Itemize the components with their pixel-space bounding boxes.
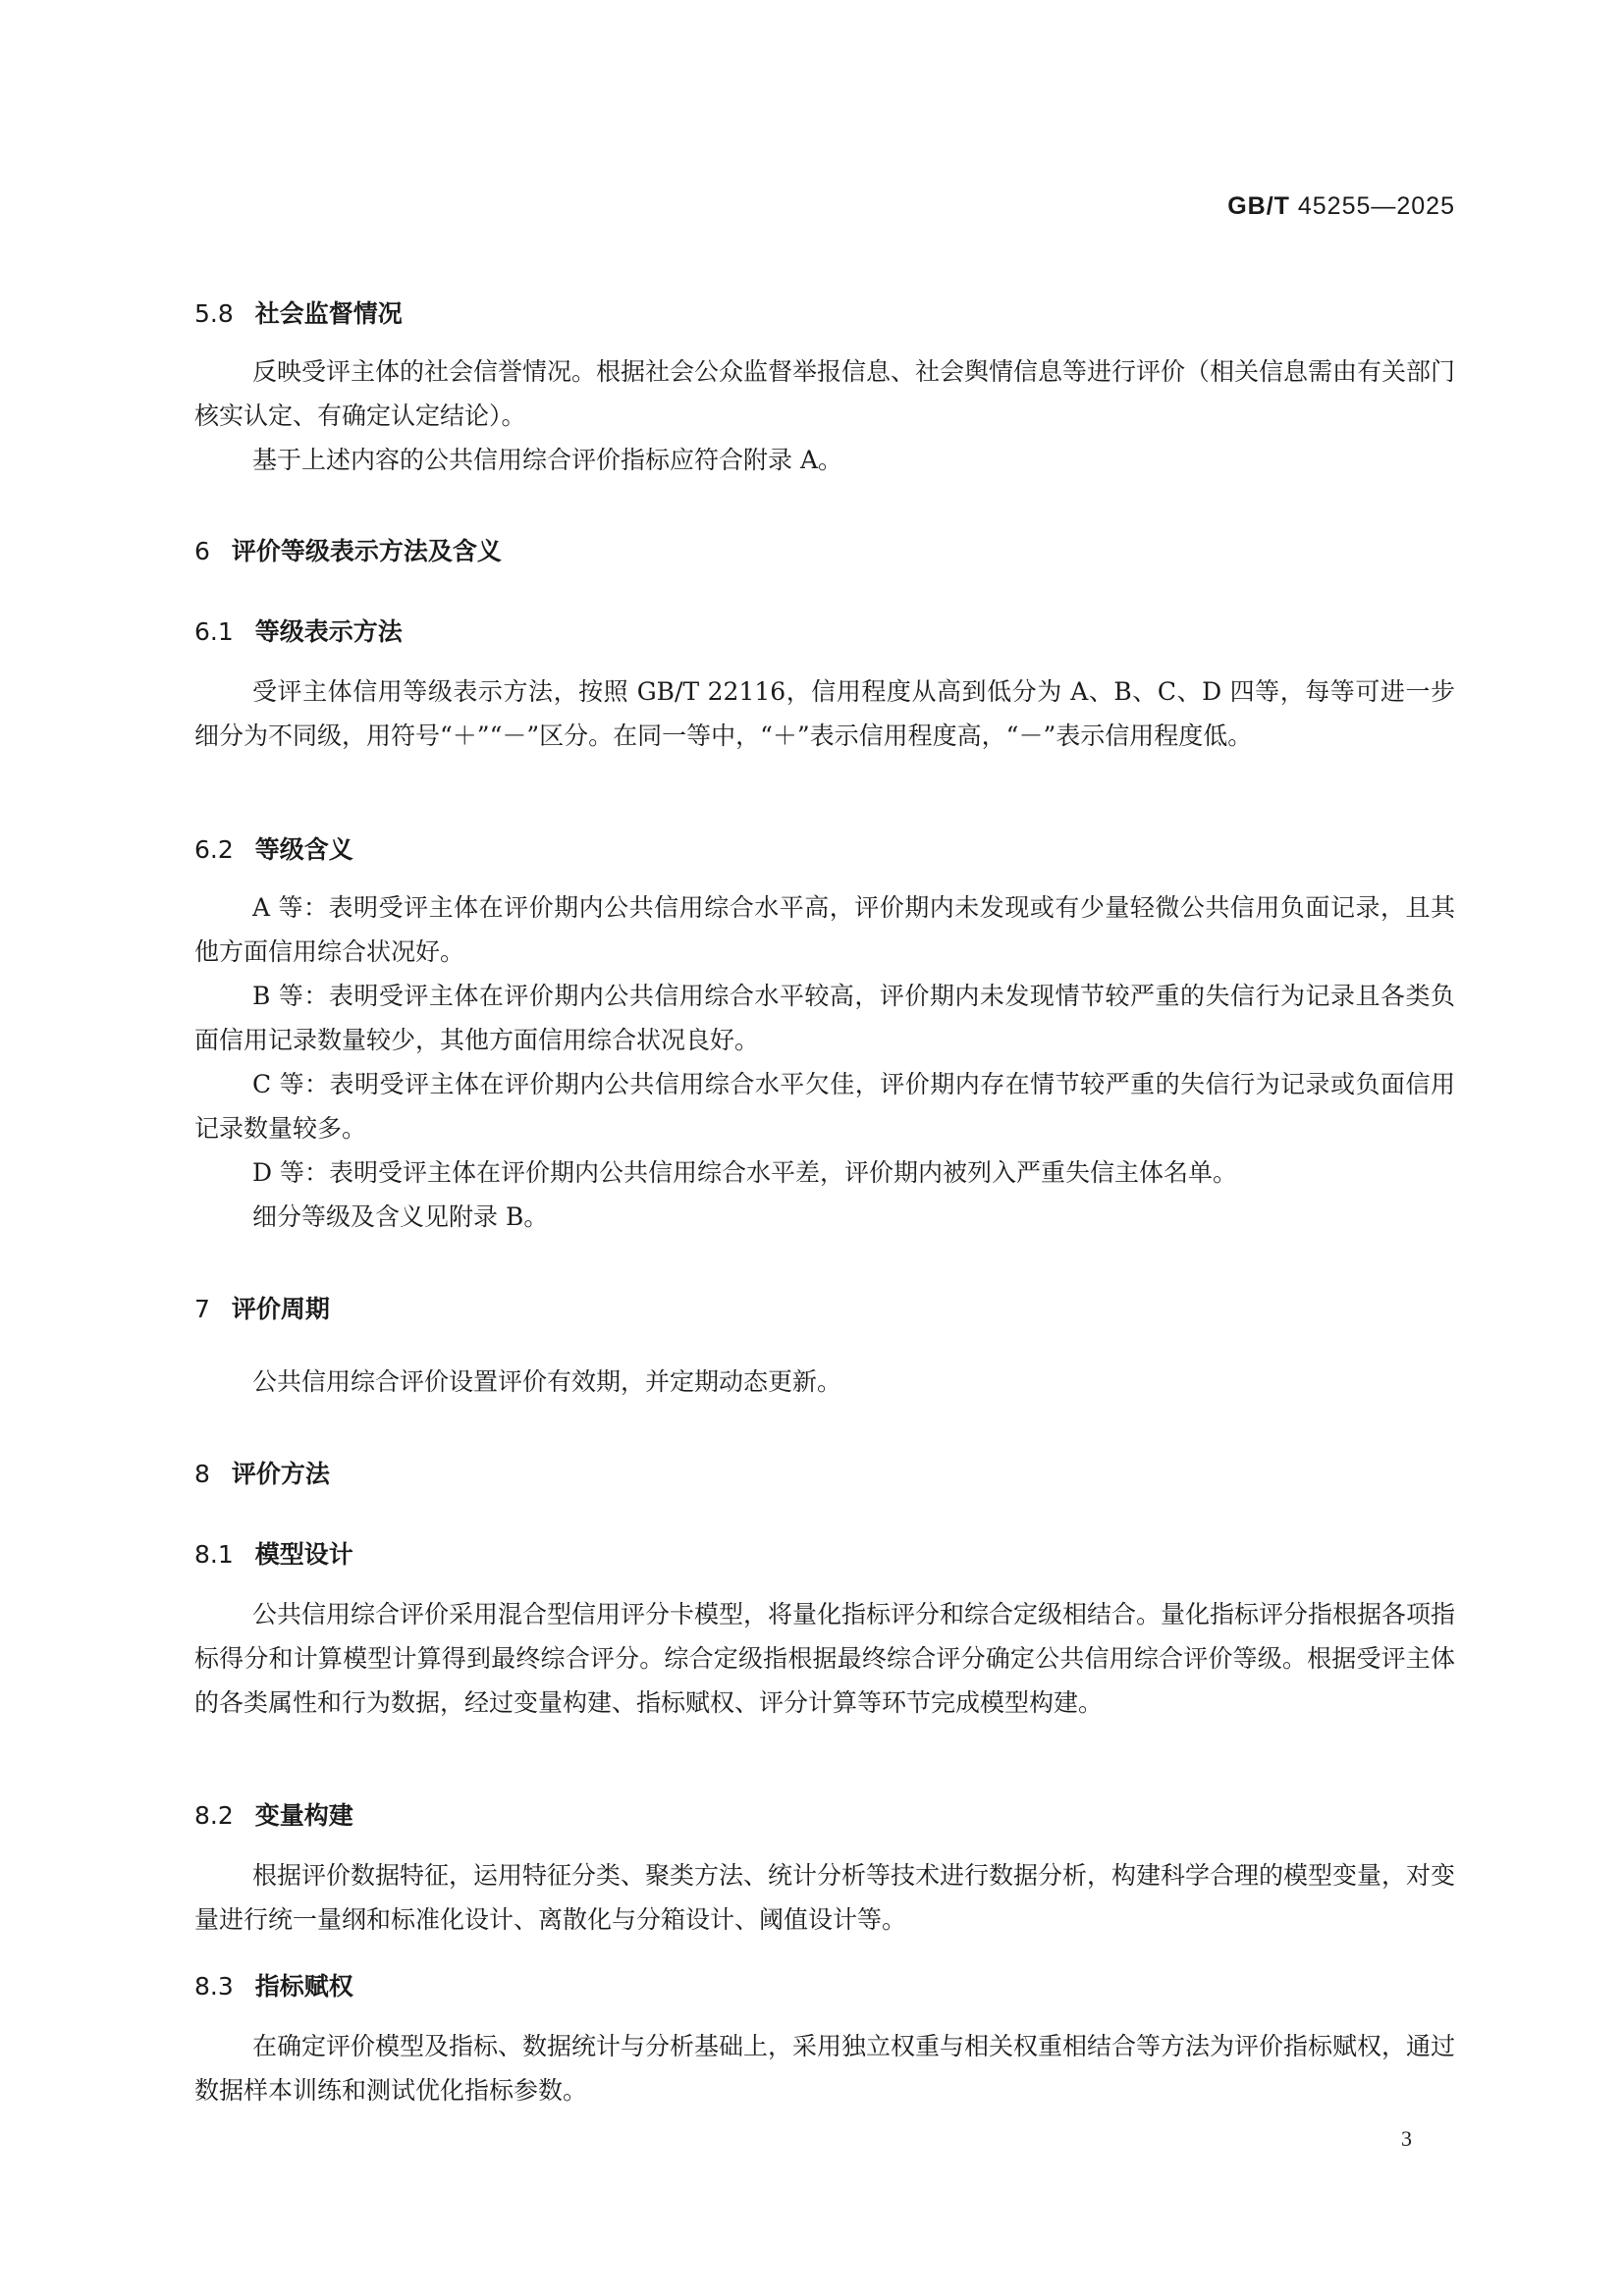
paragraph-6-2-3: C 等：表明受评主体在评价期内公共信用综合水平欠佳，评价期内存在情节较严重的失信行为记录或负面信用记录数量较多。 bbox=[194, 1070, 1455, 1143]
page-number: 3 bbox=[1401, 2126, 1412, 2151]
standard-code: GB/T 45255—2025 bbox=[1227, 192, 1455, 220]
paragraph-8-2-1: 根据评价数据特征，运用特征分类、聚类方法、统计分析等技术进行数据分析，构建科学合理的模型变量，对变量进行统一量纲和标准化设计、离散化与分箱设计、阈值设计等。 bbox=[194, 1861, 1456, 1934]
paragraph-5-8-2: 基于上述内容的公共信用综合评价指标应符合附录 A。 bbox=[252, 446, 843, 474]
heading-8-2: 8.2 变量构建 bbox=[194, 1801, 353, 1830]
paragraph-8-3-1: 在确定评价模型及指标、数据统计与分析基础上，采用独立权重与相关权重相结合等方法为评价指标赋权，通过数据样本训练和测试优化指标参数。 bbox=[194, 2032, 1456, 2105]
heading-5-8: 5.8 社会监督情况 bbox=[194, 299, 403, 328]
heading-8: 8 评价方法 bbox=[194, 1460, 330, 1488]
paragraph-6-2-4: D 等：表明受评主体在评价期内公共信用综合水平差，评价期内被列入严重失信主体名单。 bbox=[252, 1158, 1237, 1187]
heading-6-2: 6.2 等级含义 bbox=[194, 835, 353, 864]
heading-8-3: 8.3 指标赋权 bbox=[194, 1972, 353, 2001]
paragraph-5-8-1: 反映受评主体的社会信誉情况。根据社会公众监督举报信息、社会舆情信息等进行评价（相关信息需由有关部门核实认定、有确定认定结论）。 bbox=[194, 357, 1456, 430]
paragraph-6-2-2: B 等：表明受评主体在评价期内公共信用综合水平较高，评价期内未发现情节较严重的失信行为记录且各类负面信用记录数量较少，其他方面信用综合状况良好。 bbox=[194, 982, 1455, 1054]
heading-8-1: 8.1 模型设计 bbox=[194, 1540, 353, 1569]
paragraph-6-2-5: 细分等级及含义见附录 B。 bbox=[252, 1202, 549, 1231]
paragraph-6-1-1: 受评主体信用等级表示方法，按照 GB/T 22116，信用程度从高到低分为 A、B、C、D 四等，每等可进一步细分为不同级，用符号“＋”“－”区分。在同一等中，“＋”表示信用程度高，“－”表示信用程度低。 bbox=[194, 677, 1455, 750]
heading-7: 7 评价周期 bbox=[194, 1295, 330, 1323]
paragraph-7-1: 公共信用综合评价设置评价有效期，并定期动态更新。 bbox=[252, 1367, 842, 1396]
heading-6-1: 6.1 等级表示方法 bbox=[194, 617, 403, 646]
heading-6: 6 评价等级表示方法及含义 bbox=[194, 537, 502, 565]
paragraph-6-2-1: A 等：表明受评主体在评价期内公共信用综合水平高，评价期内未发现或有少量轻微公共信用负面记录，且其他方面信用综合状况好。 bbox=[194, 893, 1455, 966]
paragraph-8-1-1: 公共信用综合评价采用混合型信用评分卡模型，将量化指标评分和综合定级相结合。量化指标评分指根据各项指标得分和计算模型计算得到最终综合评分。综合定级指根据最终综合评分确定公共信用综合评价等级。根据受评主体的各类属性和行为数据，经过变量构建、指标赋权、评分计算等环节完成模型构建。 bbox=[194, 1600, 1456, 1717]
